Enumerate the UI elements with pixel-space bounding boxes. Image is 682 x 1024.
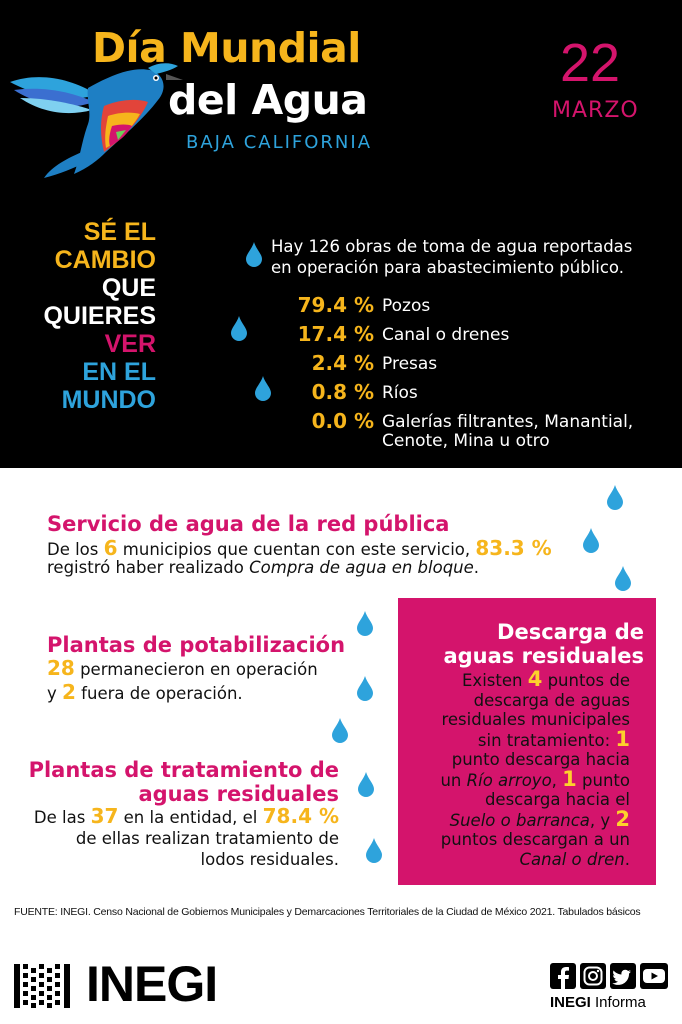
text: sin tratamiento:	[477, 730, 616, 750]
number-highlight: 6	[103, 536, 118, 560]
text-line: descarga de aguas	[473, 690, 630, 710]
text-line: punto descarga hacia	[451, 750, 630, 769]
inegi-logo-icon	[14, 964, 78, 1008]
text-line	[408, 726, 630, 751]
water-drop-icon	[246, 242, 262, 267]
text-line	[408, 850, 630, 870]
stat-percent: 0.0 %	[311, 409, 374, 433]
number-highlight: 1	[562, 766, 577, 791]
text: .	[473, 558, 480, 577]
slogan-line: QUIERES	[43, 302, 156, 330]
stat-percent: 2.4 %	[311, 351, 374, 375]
text: ,	[551, 770, 563, 790]
servicio-heading: Servicio de agua de la red pública	[47, 512, 450, 536]
text-line	[408, 806, 630, 831]
water-drop-icon	[615, 566, 631, 591]
potabilizacion-line2	[47, 682, 243, 704]
slogan-line: MUNDO	[61, 386, 156, 414]
number-highlight: 4	[527, 667, 543, 691]
text: .	[624, 849, 630, 869]
youtube-icon[interactable]	[640, 963, 668, 989]
descarga-heading	[398, 620, 644, 668]
heading-line: aguas residuales	[443, 644, 644, 668]
water-drop-icon	[231, 316, 247, 341]
twitter-icon[interactable]	[610, 963, 636, 989]
descarga-text	[408, 667, 630, 869]
stat-label: Pozos	[382, 296, 431, 316]
text: INEGI	[550, 994, 591, 1011]
heading-line: aguas residuales	[138, 782, 339, 806]
subtitle: BAJA CALIFORNIA	[186, 132, 373, 153]
potabilizacion-heading: Plantas de potabilización	[47, 633, 346, 657]
water-drop-icon	[357, 676, 373, 701]
stat-percent: 17.4 %	[297, 322, 374, 346]
text-italic: Compra de agua en bloque	[249, 558, 474, 577]
descarga-box	[398, 598, 656, 885]
text-italic: Suelo o barranca	[449, 810, 590, 830]
text: Existen	[462, 671, 528, 690]
water-drop-icon	[583, 528, 599, 553]
intro-line: en operación para abastecimiento público.	[271, 258, 624, 277]
title-line2: del Agua	[168, 76, 368, 124]
text: Informa	[590, 994, 646, 1011]
text-line	[408, 766, 630, 791]
text-line: descarga hacia el	[484, 790, 630, 809]
water-drop-icon	[255, 376, 271, 401]
number-highlight: 28	[47, 656, 75, 680]
text: puntos de	[542, 671, 630, 690]
instagram-icon[interactable]	[580, 963, 606, 989]
facebook-icon[interactable]	[550, 963, 576, 989]
slogan-line: CAMBIO	[54, 246, 156, 274]
text-line: puntos descargan a un	[440, 830, 630, 849]
heading-line: Descarga de	[497, 620, 644, 644]
text: permanecieron en operación	[74, 660, 318, 679]
water-drop-icon	[358, 772, 374, 797]
servicio-text-line2	[47, 557, 479, 578]
number-highlight: 78.4 %	[262, 804, 339, 828]
water-drop-icon	[366, 838, 382, 863]
number-highlight: 2	[62, 680, 76, 704]
inegi-wordmark: INEGI	[86, 956, 218, 1012]
text-line: lodos residuales.	[200, 850, 339, 869]
water-drop-icon	[357, 611, 373, 636]
stat-percent: 79.4 %	[297, 293, 374, 317]
header-section	[0, 0, 682, 468]
text: punto	[576, 770, 630, 790]
number-highlight: 2	[615, 806, 630, 831]
stat-label-line2: Cenote, Mina u otro	[382, 431, 550, 451]
text-italic: Río arroyo	[466, 770, 552, 790]
slogan-line: QUE	[101, 274, 156, 302]
text: fuera de operación.	[75, 684, 243, 703]
heading-line: Plantas de tratamiento de	[28, 758, 339, 782]
text-line: de ellas realizan tratamiento de	[75, 829, 339, 848]
stat-label: Canal o drenes	[382, 325, 510, 345]
potabilizacion-line1	[47, 658, 318, 680]
text: De los	[47, 540, 104, 559]
date-day: 22	[560, 33, 621, 93]
text: , y	[589, 810, 616, 830]
number-highlight: 37	[90, 804, 119, 828]
intake-intro	[271, 236, 632, 278]
text: y	[47, 684, 63, 703]
text: municipios que cuentan con este servicio,	[117, 540, 476, 559]
number-highlight: 83.3 %	[475, 536, 552, 560]
intro-line: Hay 126 obras de toma de agua reportadas	[271, 237, 633, 256]
slogan	[43, 218, 156, 414]
date-month: MARZO	[552, 98, 639, 123]
social-icons	[550, 963, 668, 991]
title-line1: Día Mundial	[92, 24, 361, 72]
text: en la entidad, el	[118, 808, 263, 827]
tratamiento-text	[34, 806, 339, 870]
text: De las	[33, 808, 91, 827]
slogan-line: VER	[104, 330, 156, 358]
water-drop-icon	[332, 718, 348, 743]
stat-label: Ríos	[382, 383, 418, 403]
text: un	[440, 770, 467, 790]
text-line	[408, 667, 630, 691]
inegi-informa	[550, 994, 646, 1011]
water-drop-icon	[607, 485, 623, 510]
tratamiento-heading	[29, 758, 339, 806]
source-note: FUENTE: INEGI. Censo Nacional de Gobiernos Municipales y Demarcaciones Territoriales de la Ciudad de México 2021. Tabulados básicos	[14, 906, 641, 918]
slogan-line: EN EL	[82, 358, 156, 386]
slogan-line: SÉ EL	[83, 218, 156, 246]
number-highlight: 1	[615, 726, 630, 751]
stat-label: Presas	[382, 354, 438, 374]
stat-percent: 0.8 %	[311, 380, 374, 404]
text-italic: Canal o dren	[519, 849, 625, 869]
text-line: residuales municipales	[441, 710, 630, 729]
stat-label: Galerías filtrantes, Manantial,	[382, 412, 634, 432]
text-line	[34, 806, 339, 828]
text: registró haber realizado	[47, 558, 250, 577]
